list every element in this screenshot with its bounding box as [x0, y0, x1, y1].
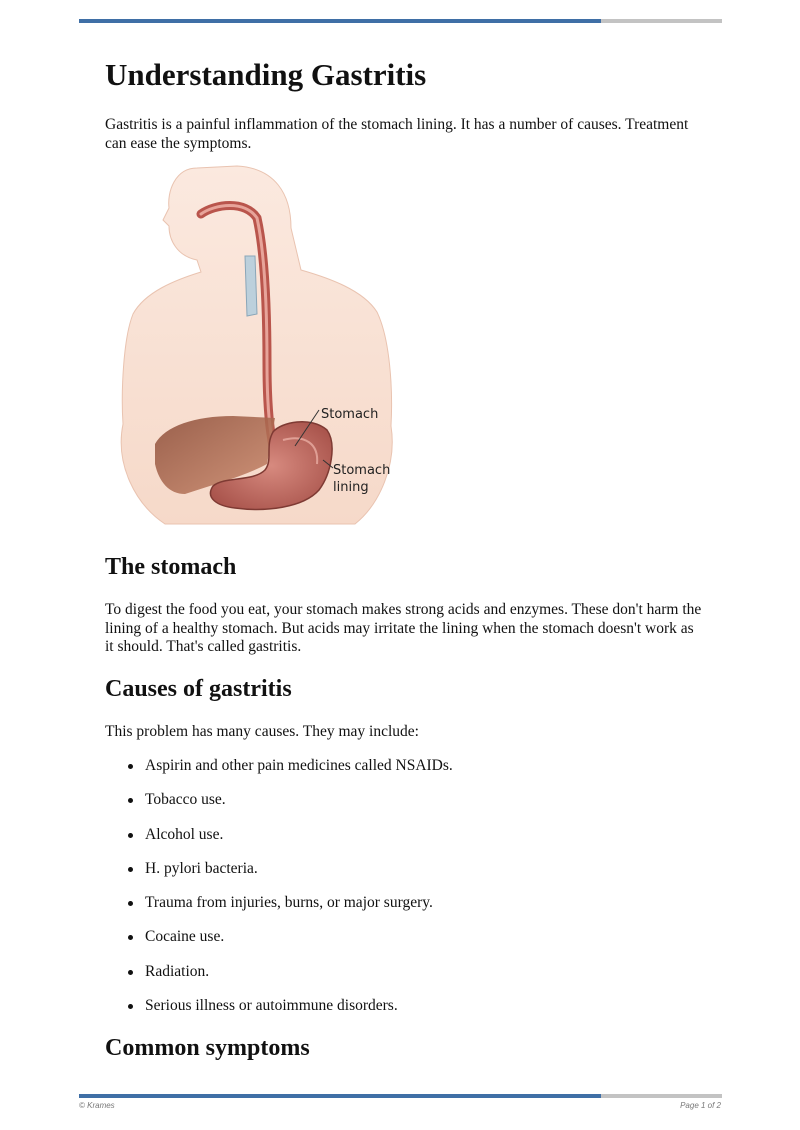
causes-list: [105, 756, 453, 1030]
causes-intro: This problem has many causes. They may include:: [105, 723, 419, 740]
bullet: [128, 833, 133, 838]
bullet: [128, 1004, 133, 1009]
list-item: Tobacco use.: [105, 790, 453, 824]
bullet: [128, 970, 133, 975]
page-title: Understanding Gastritis: [105, 57, 427, 92]
header-rule: [79, 19, 722, 23]
bullet: [128, 867, 133, 872]
bullet: [128, 764, 133, 769]
bullet: [128, 798, 133, 803]
trachea: [245, 256, 257, 316]
list-item: Cocaine use.: [105, 927, 453, 961]
heading-causes: Causes of gastritis: [105, 676, 292, 702]
label-stomach-lining-1: Stomach: [333, 463, 391, 478]
footer-rule-grey: [601, 1094, 722, 1098]
label-stomach: Stomach: [321, 407, 379, 422]
stomach-paragraph: To digest the food you eat, your stomach makes strong acids and enzymes. These don't harm the lining of a healthy stomach. But acids may irritate the lining when the stomach doesn't work as it should. That's called gastritis.: [105, 601, 702, 655]
list-item: Radiation.: [105, 962, 453, 996]
list-item: H. pylori bacteria.: [105, 859, 453, 893]
footer-rule-accent: [79, 1094, 601, 1098]
footer-page-number: Page 1 of 2: [680, 1101, 721, 1110]
footer-rule: [79, 1094, 722, 1098]
bullet: [128, 935, 133, 940]
list-item: Trauma from injuries, burns, or major surgery.: [105, 893, 453, 927]
footer-copyright: © Krames: [79, 1101, 115, 1110]
header-rule-grey: [601, 19, 722, 23]
list-item: Serious illness or autoimmune disorders.: [105, 996, 453, 1030]
label-stomach-lining-2: lining: [333, 480, 369, 495]
heading-common-symptoms: Common symptoms: [105, 1035, 310, 1061]
list-item: Alcohol use.: [105, 825, 453, 859]
heading-the-stomach: The stomach: [105, 554, 237, 580]
list-item: Aspirin and other pain medicines called NSAIDs.: [105, 756, 453, 790]
intro-paragraph: Gastritis is a painful inflammation of the stomach lining. It has a number of causes. Treatment can ease the symptoms.: [105, 116, 689, 152]
header-rule-accent: [79, 19, 601, 23]
bullet: [128, 901, 133, 906]
gastritis-illustration: [105, 164, 405, 536]
